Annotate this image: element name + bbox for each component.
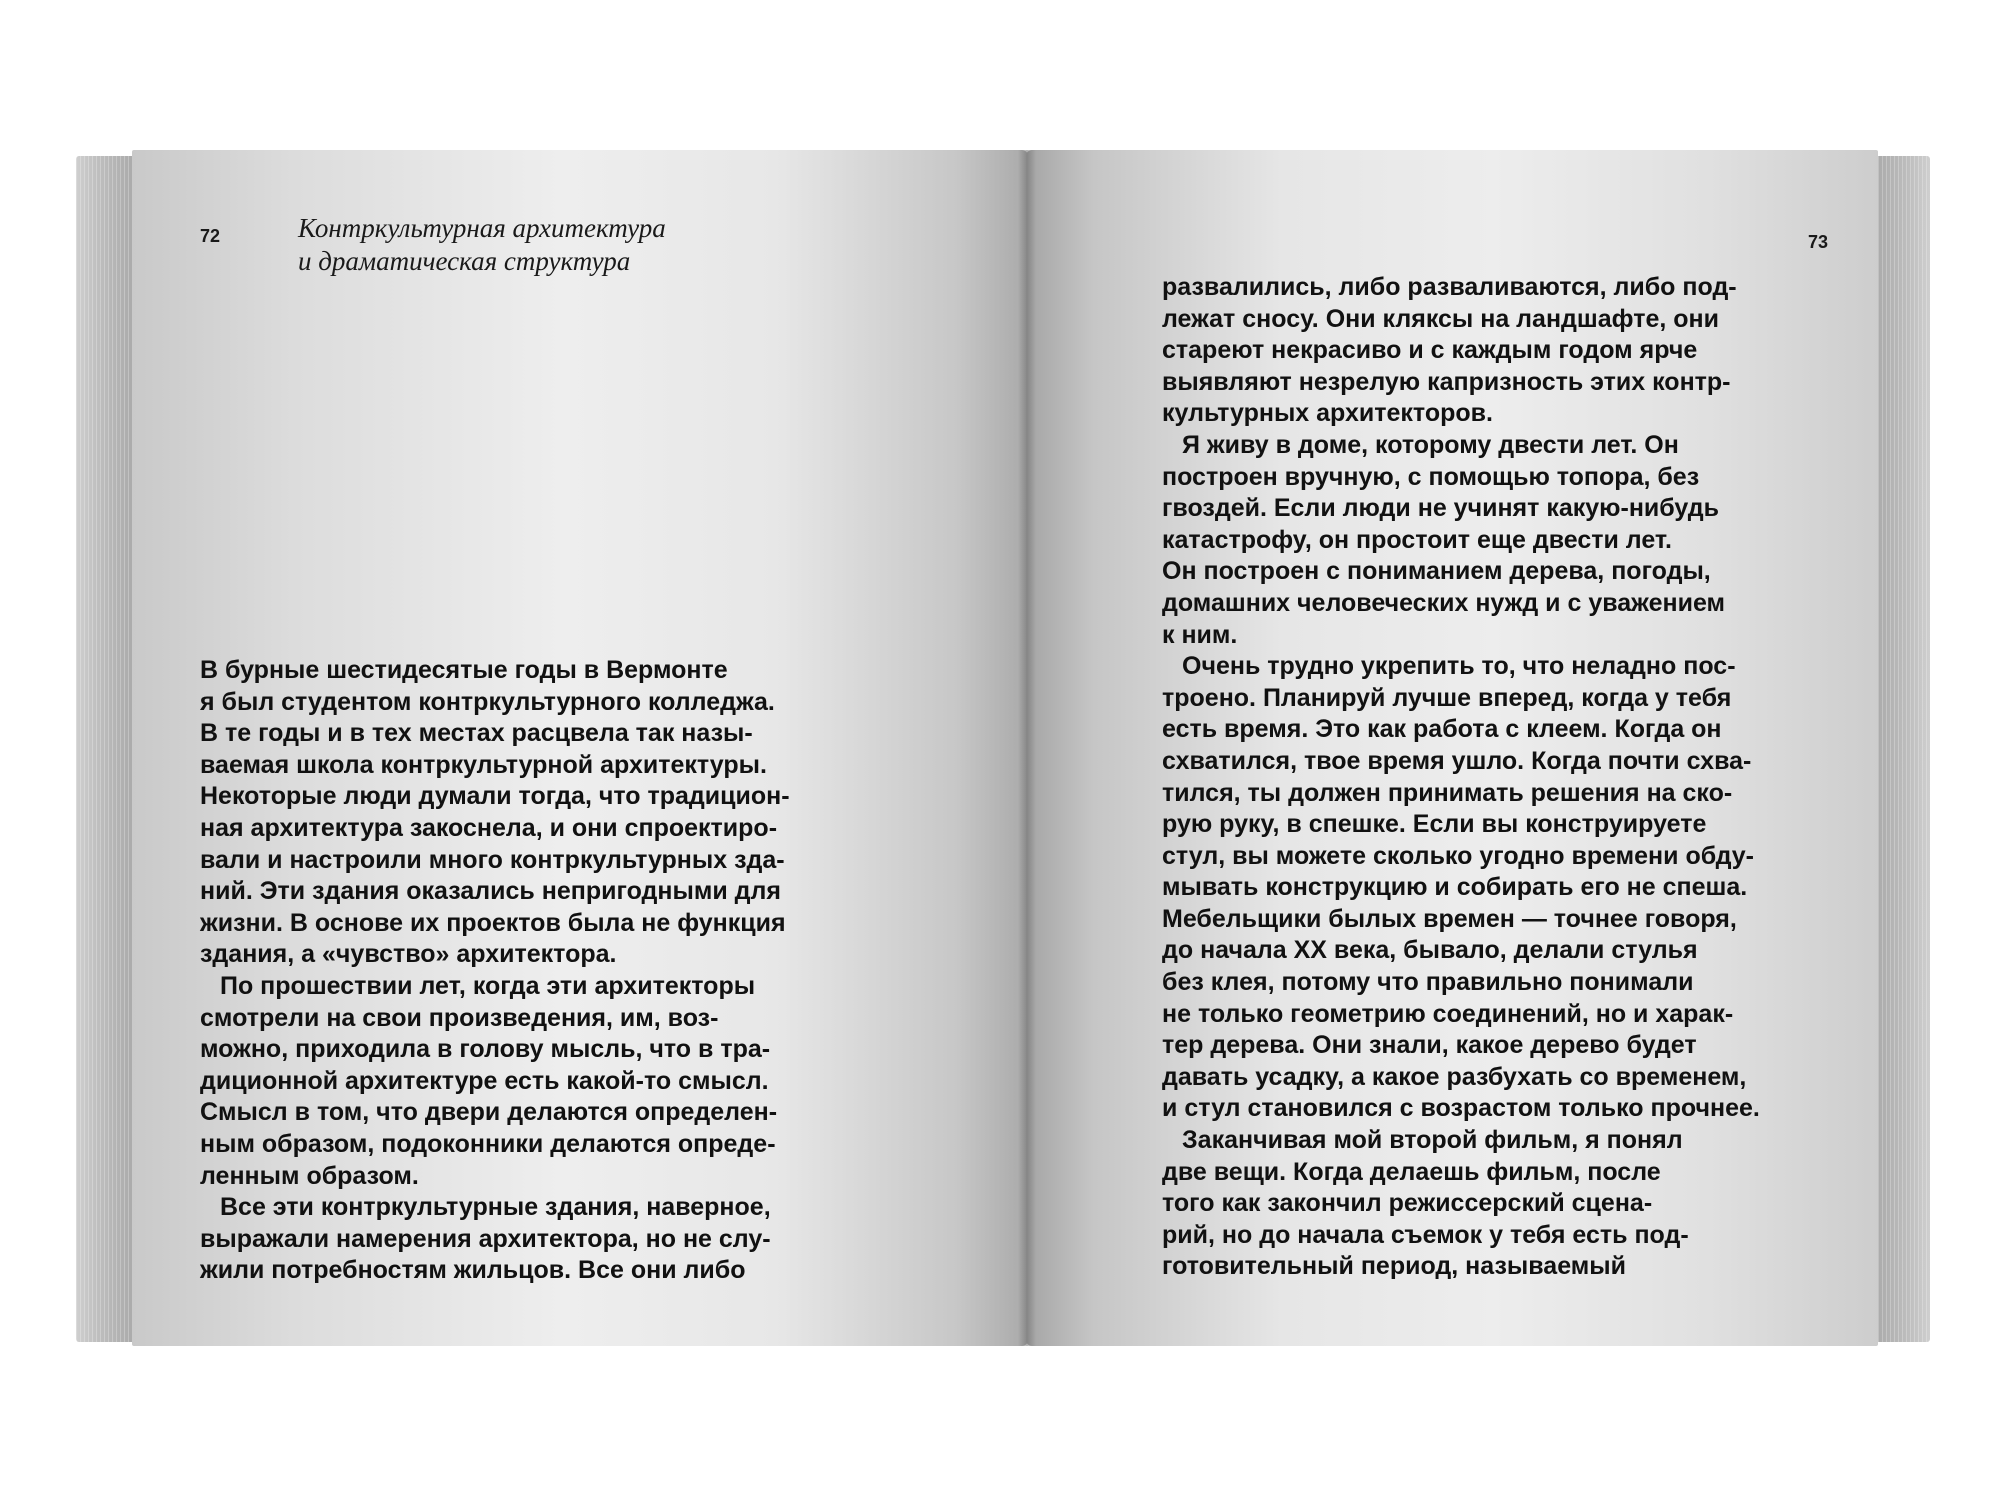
text-line: Все эти контркультурные здания, наверное, [220, 1193, 771, 1222]
text-line: тился, ты должен принимать решения на ско- [1162, 778, 1733, 807]
text-line: мывать конструкцию и собирать его не спеша. [1162, 873, 1748, 902]
page-edges-right [1874, 156, 1930, 1342]
text-line: ным образом, подоконники делаются опреде- [200, 1129, 776, 1158]
text-line: жизни. В основе их проектов была не функция [200, 908, 786, 937]
text-line: выявляют незрелую капризность этих контр- [1162, 367, 1731, 396]
text-line: и стул становился с возрастом только прочнее. [1162, 1094, 1760, 1123]
text-line: Очень трудно укрепить то, что неладно пос- [1182, 652, 1736, 681]
text-line: тер дерева. Они знали, какое дерево будет [1162, 1031, 1697, 1060]
text-line: диционной архитектуре есть какой-то смысл. [200, 1066, 769, 1095]
running-head [298, 212, 666, 278]
text-line: можно, приходила в голову мысль, что в тра- [200, 1035, 771, 1064]
page-number-left: 72 [200, 226, 221, 246]
text-line: не только геометрию соединений, но и харак- [1162, 999, 1734, 1028]
text-line: жили потребностям жильцов. Все они либо [200, 1256, 746, 1285]
text-line: выражали намерения архитектора, но не слу- [200, 1224, 771, 1253]
text-line: гвоздей. Если люди не учинят какую-нибудь [1162, 494, 1719, 523]
text-line: ленным образом. [200, 1161, 419, 1190]
text-line: домашних человеческих нужд и с уважением [1162, 588, 1726, 617]
text-line: катастрофу, он простоит еще двести лет. [1162, 525, 1672, 554]
page-edges-left [76, 156, 136, 1342]
text-line: ний. Эти здания оказались непригодными для [200, 877, 781, 906]
book-gutter-shadow [1018, 150, 1036, 1346]
text-line: без клея, потому что правильно понимали [1162, 968, 1694, 997]
text-line: лежат сносу. Они кляксы на ландшафте, они [1162, 304, 1719, 333]
text-line: Смысл в том, что двери делаются определен- [200, 1098, 778, 1127]
text-line: По прошествии лет, когда эти архитекторы [220, 971, 756, 1000]
text-line: В те годы и в тех местах расцвела так назы- [200, 719, 753, 748]
text-line: Он построен с пониманием дерева, погоды, [1162, 557, 1711, 586]
text-line: троено. Планируй лучше вперед, когда у тебя [1162, 683, 1732, 712]
text-line: Мебельщики былых времен — точнее говоря, [1162, 904, 1737, 933]
right-page-body-text [1162, 272, 1760, 1283]
running-head-line: и драматическая структура [298, 246, 631, 276]
text-line: к ним. [1162, 620, 1238, 649]
page-number-right: 73 [1808, 232, 1829, 252]
left-page [132, 150, 1028, 1346]
text-line: я был студентом контркультурного колледжа. [200, 687, 775, 716]
text-line: В бурные шестидесятые годы в Вермонте [200, 656, 728, 684]
text-line: до начала XX века, бывало, делали стулья [1162, 936, 1698, 965]
text-line: стул, вы можете сколько угодно времени обду- [1162, 841, 1754, 870]
running-head-line: Контркультурная архитектура [298, 213, 666, 243]
text-line: развалились, либо разваливаются, либо под- [1162, 273, 1737, 301]
right-page [1026, 150, 1878, 1346]
text-line: схватился, твое время ушло. Когда почти схва- [1162, 746, 1752, 775]
text-line: того как закончил режиссерский сцена- [1162, 1189, 1653, 1218]
text-line: рий, но до начала съемок у тебя есть под- [1162, 1220, 1689, 1249]
text-line: ваемая школа контркультурной архитектуры. [200, 750, 767, 779]
text-line: Некоторые люди думали тогда, что традицион- [200, 782, 790, 811]
text-line: вали и настроили много контркультурных зда- [200, 845, 785, 874]
text-line: рую руку, в спешке. Если вы конструируете [1162, 810, 1707, 839]
text-line: здания, а «чувство» архитектора. [200, 940, 617, 969]
text-line: стареют некрасиво и с каждым годом ярче [1162, 336, 1698, 365]
text-line: давать усадку, а какое разбухать со временем, [1162, 1062, 1747, 1091]
text-line: культурных архитекторов. [1162, 399, 1493, 428]
left-page-body-text [200, 655, 790, 1287]
text-line: Заканчивая мой второй фильм, я понял [1182, 1126, 1683, 1155]
text-line: смотрели на свои произведения, им, воз- [200, 1003, 719, 1032]
text-line: Я живу в доме, которому двести лет. Он [1182, 430, 1679, 459]
text-line: готовительный период, называемый [1162, 1252, 1626, 1281]
text-line: две вещи. Когда делаешь фильм, после [1162, 1157, 1661, 1186]
text-line: ная архитектура закоснела, и они спроектиро- [200, 813, 778, 842]
text-line: построен вручную, с помощью топора, без [1162, 462, 1700, 491]
text-line: есть время. Это как работа с клеем. Когда он [1162, 715, 1722, 744]
